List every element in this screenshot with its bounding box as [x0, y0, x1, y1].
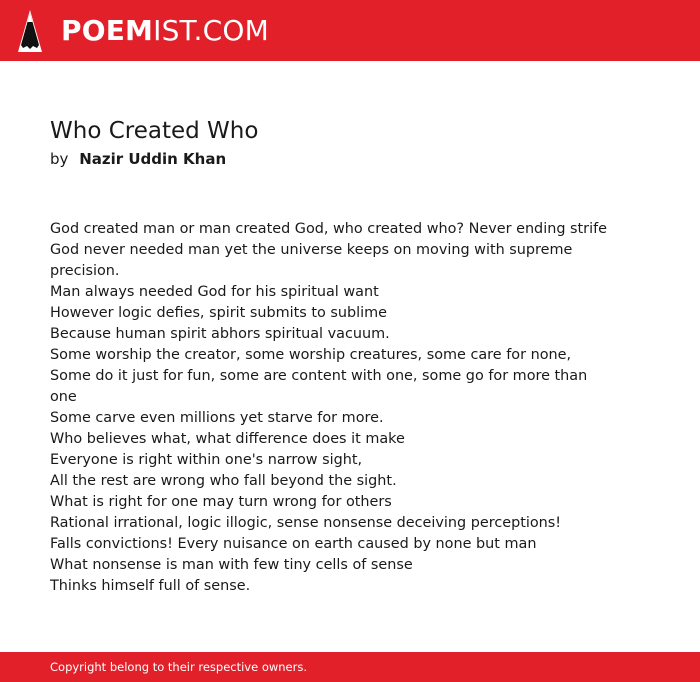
poem-line: What is right for one may turn wrong for others — [50, 494, 392, 510]
site-header — [0, 0, 700, 61]
poem-line: Because human spirit abhors spiritual vacuum. — [50, 326, 390, 342]
pencil-icon — [17, 9, 43, 53]
logo-text-bold: POEM — [61, 14, 154, 47]
poem-line: Thinks himself full of sense. — [50, 578, 251, 594]
byline — [50, 149, 258, 169]
site-footer — [0, 652, 700, 682]
poem-line: Everyone is right within one's narrow sight, — [50, 452, 363, 468]
poem-header — [50, 116, 258, 169]
poem-line: Some worship the creator, some worship creatures, some care for none, Some do it just for fun, some are content with one, some go for more than one — [50, 347, 588, 405]
poem-line: God created man or man created God, who created who? Never ending strife — [50, 221, 607, 237]
by-label: by — [50, 150, 69, 168]
copyright-notice: Copyright belong to their respective owners. — [50, 660, 308, 674]
poem-line: Who believes what, what difference does it make — [50, 431, 405, 447]
poem-line: All the rest are wrong who fall beyond the sight. — [50, 473, 397, 489]
poem-line: Man always needed God for his spiritual want — [50, 284, 379, 300]
poem-line: Rational irrational, logic illogic, sense nonsense deceiving perceptions! — [50, 515, 562, 531]
poem-body — [50, 219, 610, 597]
poem-title: Who Created Who — [50, 118, 259, 144]
poem-line: What nonsense is man with few tiny cells of sense — [50, 557, 413, 573]
site-logo[interactable] — [17, 9, 269, 53]
poem-line: God never needed man yet the universe keeps on moving with supreme precision. — [50, 242, 573, 279]
logo-text-light: IST.COM — [153, 14, 269, 47]
poem-line: Falls convictions! Every nuisance on earth caused by none but man — [50, 536, 537, 552]
logo-text — [61, 9, 269, 53]
poem-line: However logic defies, spirit submits to sublime — [50, 305, 387, 321]
author-name: Nazir Uddin Khan — [79, 150, 227, 168]
poem-line: Some carve even millions yet starve for more. — [50, 410, 384, 426]
